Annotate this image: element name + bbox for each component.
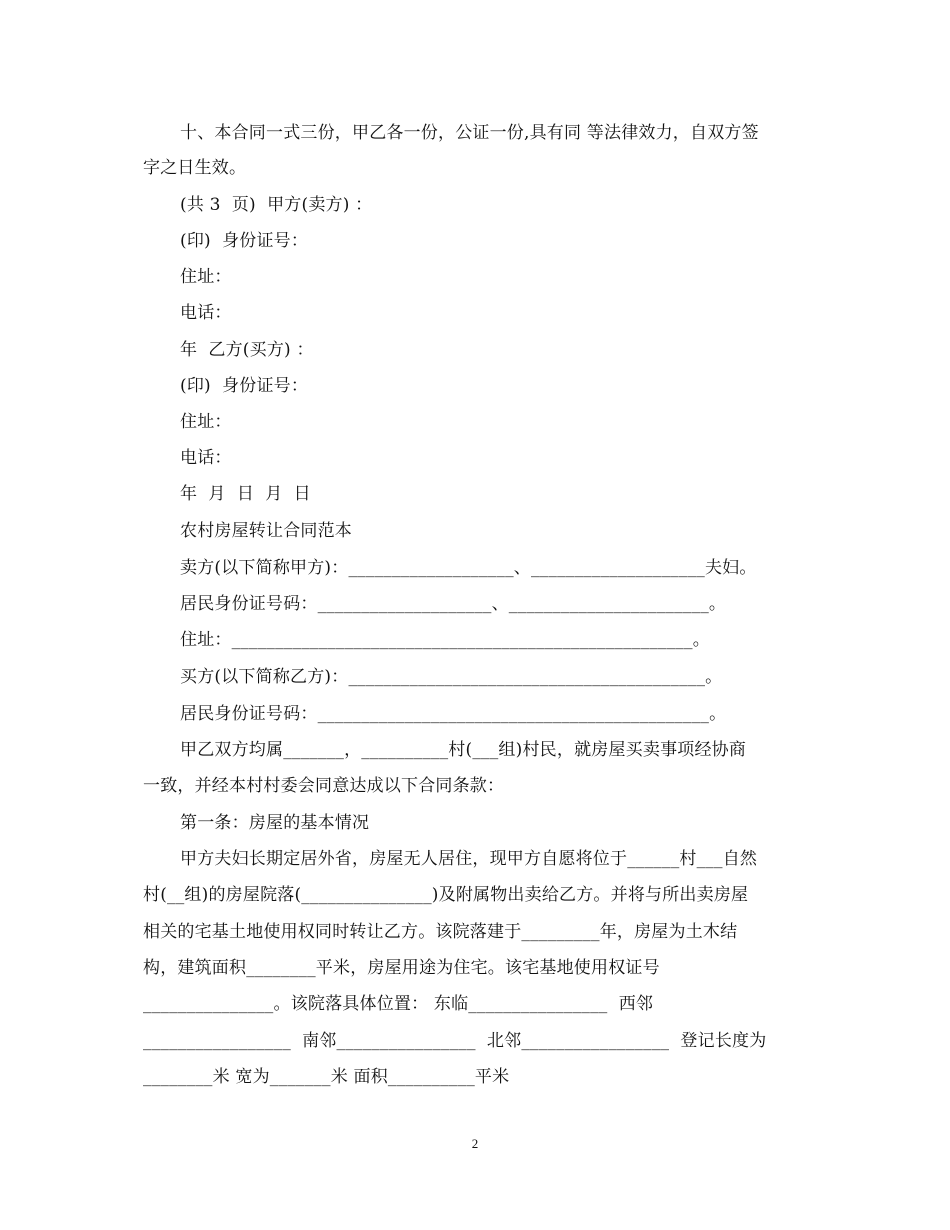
text-line: (印) 身份证号： (180, 376, 309, 396)
text-line: _________________ 南邻________________ 北邻_________________ 登记长度为 (143, 1031, 767, 1051)
text-line: 居民身份证号码：____________________、_______________________。 (180, 594, 727, 614)
page-number: 2 (471, 1136, 479, 1151)
text-line: ________米 宽为_______米 面积__________平米 (143, 1067, 510, 1087)
text-line: 村(__组)的房屋院落(_______________)及附属物出卖给乙方。并将与所出卖房屋 (143, 885, 749, 905)
text-line: 十、本合同一式三份，甲乙各一份，公证一份,具有同 等法律效力，自双方签 (180, 123, 759, 143)
text-line: (印) 身份证号： (180, 231, 309, 251)
text-line: 相关的宅基土地使用权同时转让乙方。该院落建于_________年，房屋为土木结 (143, 922, 738, 942)
section-title: 农村房屋转让合同范本 (180, 521, 352, 541)
text-line: 居民身份证号码：_____________________________________________。 (180, 704, 727, 724)
text-line: (共 3 页) 甲方(卖方) ： (180, 195, 373, 215)
text-line: _______________。该院落具体位置： 东临________________ 西邻 (143, 994, 654, 1014)
text-line: 一致，并经本村村委会同意达成以下合同条款： (143, 776, 505, 796)
text-line: 买方(以下简称乙方)：_________________________________________。 (180, 667, 723, 687)
text-line: 第一条：房屋的基本情况 (180, 813, 370, 833)
text-line: 电话： (180, 448, 232, 468)
text-line: 住址： (180, 412, 232, 432)
text-line: 电话： (180, 303, 232, 323)
text-line: 甲乙双方均属_______，__________村(___组)村民，就房屋买卖事项经协商 (180, 740, 747, 760)
text-line: 住址：_____________________________________________________。 (180, 630, 710, 650)
text-line: 住址： (180, 267, 232, 287)
text-line: 构，建筑面积________平米，房屋用途为住宅。该宅基地使用权证号 (143, 958, 660, 978)
text-line: 卖方(以下简称甲方)：___________________、____________________夫妇。 (180, 558, 757, 578)
text-line: 年 乙方(买方) ： (180, 340, 314, 360)
text-line: 年 月 日 月 日 (180, 484, 311, 504)
text-line: 甲方夫妇长期定居外省，房屋无人居住，现甲方自愿将位于______村___自然 (180, 849, 758, 869)
text-line: 字之日生效。 (143, 158, 247, 178)
